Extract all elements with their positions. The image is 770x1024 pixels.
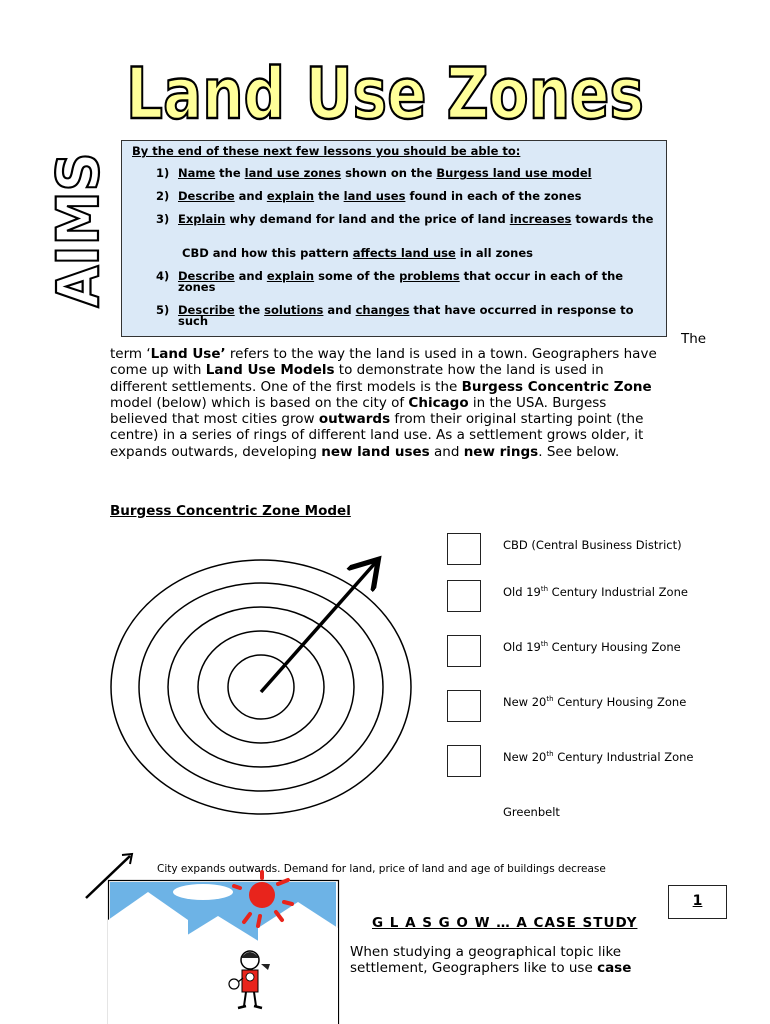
text-run: Describe [178,303,235,317]
page-number: 1 [668,885,727,919]
text-run: th [546,695,554,704]
text-run: Century Industrial Zone [548,585,688,599]
text-run: th [540,640,549,649]
text-run: Century Housing Zone [553,695,687,709]
text-run: Century Housing Zone [548,640,681,654]
text-run: the [215,166,245,180]
legend-label [503,538,682,552]
text-run: Burgess Concentric Zone [461,378,652,395]
case-study-heading: G L A S G O W … A CASE STUDY [372,915,638,931]
ring-greenbelt [111,560,411,814]
text-run: solutions [264,303,324,317]
text-run: affects land use [352,246,456,260]
aim-text [178,191,658,202]
text-run: Land Use Models [205,362,335,379]
text-run: land uses [343,189,406,203]
text-run: expands outwards, developing [110,443,322,460]
text-run: refers to the way the land is used in a town. Geographers have [225,346,657,362]
text-run: Greenbelt [503,805,560,819]
text-run: believed that most cities grow [110,411,319,428]
text-run: problems [399,269,460,283]
text-run: Describe [178,269,235,283]
legend-checkbox[interactable] [447,580,481,612]
aim-text [178,271,658,293]
legend-label [503,640,681,654]
town-illustration [108,880,340,1024]
text-run: Old 19 [503,585,541,599]
text-run: and [234,269,267,283]
aims-intro: By the end of these next few lessons you should be able to: [132,144,521,158]
diagram-caption: City expands outwards. Demand for land, price of land and age of buildings decrease [157,863,606,875]
text-run: in all zones [455,246,533,260]
text-run: outwards [318,411,391,428]
aim-text [182,248,662,259]
svg-text:AIMS: AIMS [44,141,112,308]
legend-label [503,805,560,819]
paragraph-line [110,362,720,378]
text-run: Chicago [408,394,469,411]
legend-checkbox[interactable] [447,745,481,777]
text-run: settlement, Geographers like to use [350,960,598,976]
paragraph-line [110,395,720,411]
text-run: When studying a geographical topic like [350,944,622,960]
aim-number: 5) [156,303,170,317]
text-run: the [314,189,344,203]
text-run: term ‘ [110,346,151,362]
paragraph-line [350,960,680,976]
paragraph-line [110,379,720,395]
svg-text:Land Use Zones: Land Use Zones [126,53,644,135]
text-run: Explain [178,212,226,226]
text-run: to demonstrate how the land is used in [334,362,604,379]
text-run: Name [178,166,216,180]
aim-number: 2) [156,189,170,203]
text-run: towards the [571,212,654,226]
text-run: explain [266,189,315,203]
paragraph-line [110,346,720,362]
text-run: new land uses [321,443,430,460]
text-run: and [234,189,267,203]
case-study-text [350,944,680,976]
aim-number: 1) [156,166,170,180]
legend-checkbox[interactable] [447,690,481,722]
text-run: New 20 [503,750,547,764]
aim-number: 3) [156,212,170,226]
text-run: Old 19 [503,640,541,654]
text-run: model (below) which is based on the city of [110,394,409,411]
text-run: Describe [178,189,235,203]
legend-label [503,585,688,599]
model-heading: Burgess Concentric Zone Model [110,503,351,519]
text-run: and [323,303,356,317]
text-run: CBD (Central Business District) [503,538,682,552]
text-run: new rings [463,443,539,460]
text-run: from their original starting point (the [390,411,644,428]
paragraph-line [110,427,720,443]
text-run: changes [355,303,410,317]
concentric-zone-diagram [100,550,420,830]
aim-text [178,305,658,327]
text-run: CBD and how this pattern [182,246,353,260]
text-run: increases [509,212,572,226]
aims-label [44,141,112,310]
text-run: come up with [110,362,206,379]
text-run: Land Use’ [150,346,226,362]
text-run: different settlements. One of the first models is the [110,378,462,395]
text-run: shown on the [341,166,437,180]
text-run: Century Industrial Zone [553,750,694,764]
intro-first-word: The [681,331,707,347]
legend-label [503,695,686,709]
text-run: in the USA. Burgess [468,394,607,411]
page-title [120,52,660,135]
legend-checkbox[interactable] [447,635,481,667]
text-run: . See below. [538,443,620,460]
text-run: explain [266,269,315,283]
text-run: why demand for land and the price of land [225,212,510,226]
text-run: New 20 [503,695,547,709]
text-run: and [429,443,464,460]
legend-checkbox[interactable] [447,533,481,565]
text-run: th [540,585,549,594]
ring-new-industrial [139,583,383,791]
intro-paragraph [110,346,720,460]
aim-text [178,168,658,179]
text-run: th [546,750,554,759]
aim-number: 4) [156,269,170,283]
text-run: found in each of the zones [405,189,582,203]
paragraph-line [110,444,720,460]
text-run: centre) in a series of rings of different land use. As a settlement grows older, it [110,427,644,444]
ring-old-housing [198,631,324,743]
paragraph-line [110,411,720,427]
text-run: that occur in each of the zones [178,269,624,294]
text-run: Burgess land use model [436,166,592,180]
text-run: that have occurred in response to such [178,303,634,328]
legend-label [503,750,693,764]
aim-text [178,214,658,225]
sun-icon [249,882,275,908]
text-run: case [597,960,632,976]
growth-arrow [261,562,376,692]
text-run: some of the [314,269,400,283]
text-run: the [234,303,265,317]
paragraph-line [350,944,680,960]
text-run: land use zones [244,166,342,180]
